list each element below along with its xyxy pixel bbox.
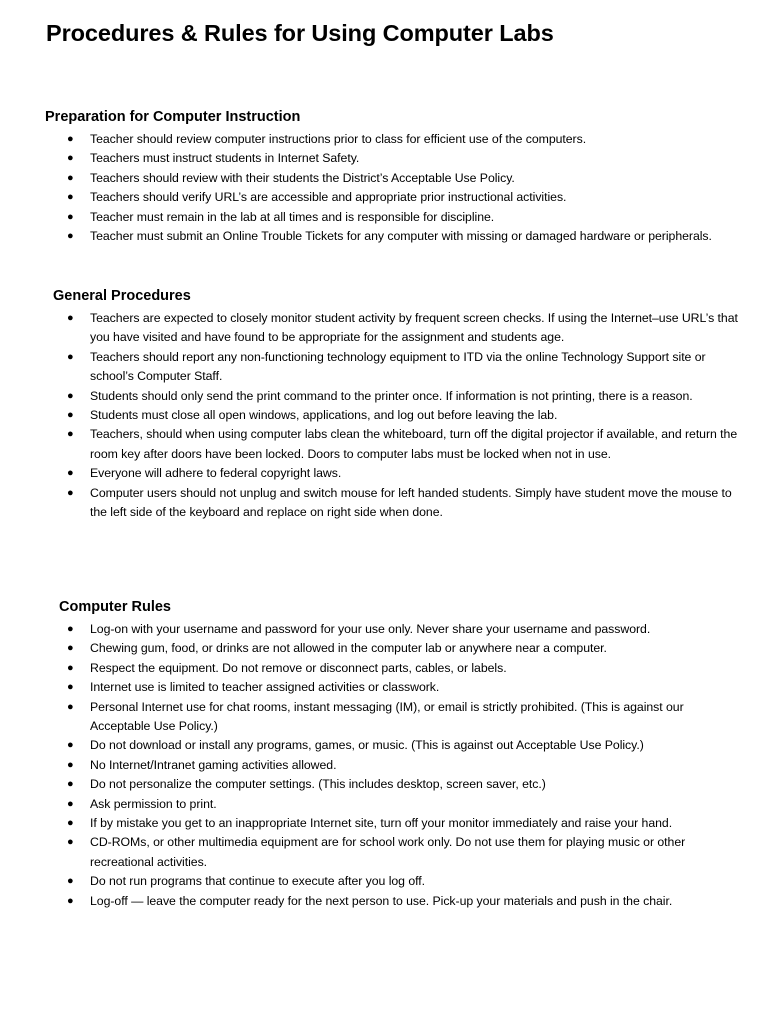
list-item-text: If by mistake you get to an inappropriate Internet site, turn off your monitor immediately and raise your hand.: [90, 816, 673, 831]
section-preparation: [45, 106, 745, 246]
list-item: [45, 484, 745, 523]
list-item-text: Everyone will adhere to federal copyright laws.: [90, 466, 342, 481]
bullet-icon: ●: [67, 875, 74, 888]
bullet-icon: ●: [67, 739, 74, 752]
list-item: [45, 756, 745, 775]
bullet-icon: ●: [67, 312, 74, 324]
list-item: [45, 872, 745, 891]
list-item: [45, 678, 745, 697]
list-item-text: Students should only send the print command to the printer once. If information is not printing, there is a reason.: [90, 388, 693, 403]
bullet-icon: ●: [67, 350, 74, 363]
page-title: Procedures & Rules for Using Computer Labs: [46, 20, 554, 46]
bullet-list: [45, 309, 745, 522]
list-item-text: CD-ROMs, or other multimedia equipment are for school work only. Do not use them for playing music or other recreational activities.: [90, 835, 686, 869]
list-item: [45, 659, 745, 678]
bullet-icon: ●: [67, 467, 74, 480]
bullet-icon: ●: [67, 700, 74, 713]
bullet-icon: ●: [67, 797, 74, 810]
list-item: [45, 149, 745, 168]
bullet-icon: ●: [67, 171, 74, 184]
list-item-text: Respect the equipment. Do not remove or disconnect parts, cables, or labels.: [90, 660, 507, 675]
section-heading: Preparation for Computer Instruction: [45, 109, 301, 125]
bullet-list: [45, 620, 745, 911]
list-item-text: No Internet/Intranet gaming activities allowed.: [90, 757, 337, 772]
section-general-procedures: [45, 285, 745, 522]
bullet-icon: ●: [67, 133, 74, 145]
list-item-text: Ask permission to print.: [90, 796, 217, 811]
list-item-text: Do not personalize the computer settings. (This includes desktop, screen saver, etc.): [90, 777, 546, 792]
list-item: [45, 406, 745, 425]
list-item: [45, 227, 745, 246]
list-item: [45, 130, 745, 149]
list-item-text: Do not download or install any programs, games, or music. (This is against out Acceptable Use Policy.): [90, 738, 644, 753]
list-item: [45, 620, 745, 639]
bullet-icon: ●: [67, 778, 74, 791]
list-item: [45, 208, 745, 227]
list-item-text: Do not run programs that continue to execute after you log off.: [90, 874, 425, 889]
bullet-icon: ●: [67, 836, 74, 849]
list-item: [45, 892, 745, 911]
bullet-icon: ●: [67, 210, 74, 223]
list-item: [45, 795, 745, 814]
list-item-text: Students must close all open windows, applications, and log out before leaving the lab.: [90, 408, 558, 423]
list-item: [45, 169, 745, 188]
list-item: [45, 348, 745, 387]
section-heading: General Procedures: [53, 288, 191, 304]
list-item-text: Teachers should review with their students the District’s Acceptable Use Policy.: [90, 170, 515, 185]
list-item: [45, 464, 745, 483]
list-item: [45, 698, 745, 737]
list-item-text: Teacher must remain in the lab at all times and is responsible for discipline.: [90, 209, 495, 224]
list-item-text: Chewing gum, food, or drinks are not allowed in the computer lab or anywhere near a computer.: [90, 641, 607, 656]
list-item-text: Internet use is limited to teacher assigned activities or classwork.: [90, 680, 440, 695]
list-item: [45, 736, 745, 755]
list-item: [45, 188, 745, 207]
bullet-list: [45, 130, 745, 246]
list-item: [45, 639, 745, 658]
bullet-icon: ●: [67, 191, 74, 204]
list-item-text: Teachers must instruct students in Internet Safety.: [90, 151, 360, 166]
bullet-icon: ●: [67, 817, 74, 830]
bullet-icon: ●: [67, 661, 74, 674]
bullet-icon: ●: [67, 428, 74, 441]
bullet-icon: ●: [67, 409, 74, 422]
bullet-icon: ●: [67, 389, 74, 402]
list-item-text: Teachers are expected to closely monitor student activity by frequent screen checks. If using the Internet–use URL’s that you have visited and have found to be appropriate for the assignment and students age.: [90, 311, 738, 345]
bullet-icon: ●: [67, 230, 74, 243]
list-item-text: Teacher must submit an Online Trouble Tickets for any computer with missing or damaged hardware or peripherals.: [90, 229, 712, 244]
list-item-text: Personal Internet use for chat rooms, instant messaging (IM), or email is strictly prohibited. (This is against our Acceptable Use Policy.): [90, 699, 684, 734]
list-item: [45, 814, 745, 833]
list-item: [45, 833, 745, 872]
bullet-icon: ●: [67, 642, 74, 655]
list-item-text: Teacher should review computer instructions prior to class for efficient use of the computers.: [90, 132, 587, 146]
list-item-text: Teachers should report any non-functioning technology equipment to ITD via the online Technology Support site or school’s Computer Staff.: [90, 349, 706, 384]
list-item-text: Log-off — leave the computer ready for the next person to use. Pick-up your materials and push in the chair.: [90, 893, 673, 908]
bullet-icon: ●: [67, 152, 74, 165]
bullet-icon: ●: [67, 681, 74, 694]
section-computer-rules: [45, 596, 745, 911]
list-item: [45, 775, 745, 794]
bullet-icon: ●: [67, 623, 74, 635]
list-item-text: Log-on with your username and password for your use only. Never share your username and password.: [90, 622, 651, 636]
list-item: [45, 309, 745, 348]
bullet-icon: ●: [67, 486, 74, 499]
list-item-text: Teachers should verify URL’s are accessible and appropriate prior instructional activities.: [90, 190, 567, 205]
list-item: [45, 387, 745, 406]
list-item: [45, 425, 745, 464]
list-item-text: Teachers, should when using computer labs clean the whiteboard, turn off the digital projector if available, and return the room key after doors have been locked. Doors to computer labs must be locked when not in use.: [90, 427, 738, 461]
bullet-icon: ●: [67, 894, 74, 907]
bullet-icon: ●: [67, 758, 74, 771]
list-item-text: Computer users should not unplug and switch mouse for left handed students. Simply have student move the mouse to the left side of the keyboard and replace on right side when done.: [90, 485, 732, 520]
section-heading: Computer Rules: [59, 599, 171, 615]
